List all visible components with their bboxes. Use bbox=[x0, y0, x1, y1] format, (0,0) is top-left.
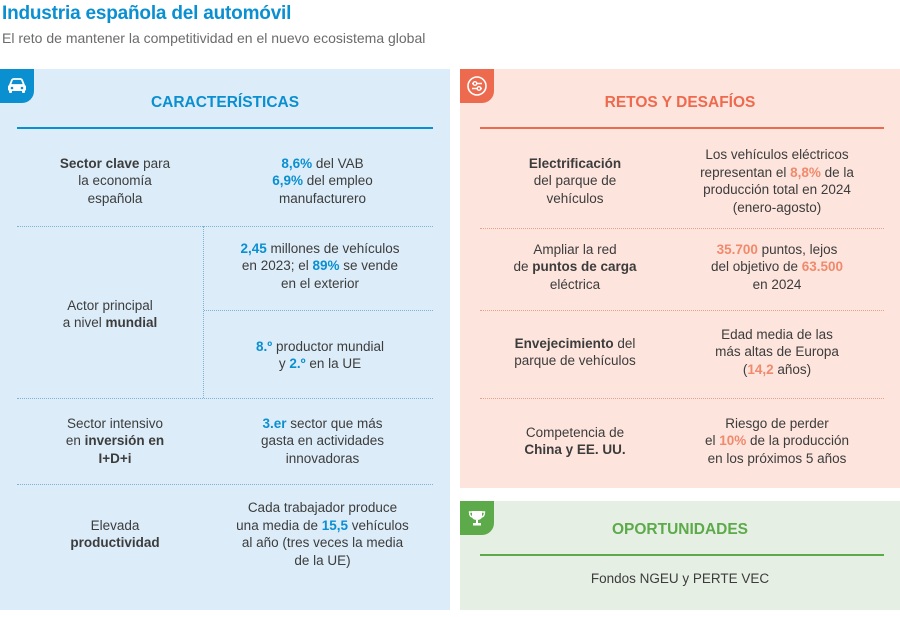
caract-r1-label: Sector clave para la economía española bbox=[59, 155, 171, 206]
caract-r2-value-1: 2,45 millones de vehículos en 2023; el 89% se vende en el exterior bbox=[240, 240, 400, 291]
caract-r4-label: Elevada productividad bbox=[70, 517, 160, 550]
caracteristicas-heading: CARACTERÍSTICAS bbox=[150, 94, 300, 111]
retos-r4-value: Riesgo de perder el 10% de la producción en los próximos 5 años bbox=[704, 415, 850, 466]
divider-vertical bbox=[203, 226, 204, 398]
divider bbox=[480, 398, 884, 399]
oportunidades-heading: OPORTUNIDADES bbox=[611, 521, 749, 538]
divider bbox=[480, 228, 884, 229]
caract-r4-value: Cada trabajador produce una media de 15,5 vehículos al año (tres veces la media de la UE) bbox=[236, 500, 409, 568]
retos-rule bbox=[480, 127, 884, 129]
divider bbox=[480, 310, 884, 311]
oportunidades-rule bbox=[480, 554, 884, 556]
retos-r3-value: Edad media de las más altas de Europa (14,2 años) bbox=[715, 326, 839, 377]
oportunidades-text: Fondos NGEU y PERTE VEC bbox=[590, 571, 770, 587]
caract-r1-value: 8,6% del VAB 6,9% del empleo manufacturero bbox=[272, 155, 373, 206]
retos-r2-label: Ampliar la red de puntos de carga eléctrica bbox=[513, 241, 637, 292]
retos-panel bbox=[460, 69, 900, 488]
retos-r1-value: Los vehículos eléctricos representan el 8,8% de la producción total en 2024 (enero-agosto) bbox=[700, 147, 854, 215]
page-subtitle: El reto de mantener la competitividad en el nuevo ecosistema global bbox=[2, 30, 426, 46]
retos-r4-label: Competencia de China y EE. UU. bbox=[524, 424, 626, 457]
retos-r3-label: Envejecimiento del parque de vehículos bbox=[514, 335, 636, 368]
divider bbox=[17, 398, 433, 399]
caract-r2-value-2: 8.º productor mundial y 2.º en la UE bbox=[255, 338, 384, 371]
caracteristicas-panel bbox=[0, 69, 450, 610]
caracteristicas-rule bbox=[17, 127, 433, 129]
divider bbox=[17, 226, 433, 227]
caract-r2-label: Actor principal a nivel mundial bbox=[62, 297, 158, 330]
divider bbox=[204, 310, 433, 311]
retos-heading: RETOS Y DESAFÍOS bbox=[604, 94, 756, 111]
caract-r3-value: 3.er sector que más gasta en actividades innovadoras bbox=[260, 415, 385, 466]
oportunidades-panel bbox=[460, 501, 900, 610]
caract-r3-label: Sector intensivo en inversión en I+D+i bbox=[65, 415, 165, 466]
retos-r1-label: Electrificación del parque de vehículos bbox=[528, 155, 622, 206]
retos-r2-value: 35.700 puntos, lejos del objetivo de 63.500 en 2024 bbox=[710, 241, 844, 292]
divider bbox=[17, 484, 433, 485]
page-title: Industria española del automóvil bbox=[2, 3, 292, 24]
